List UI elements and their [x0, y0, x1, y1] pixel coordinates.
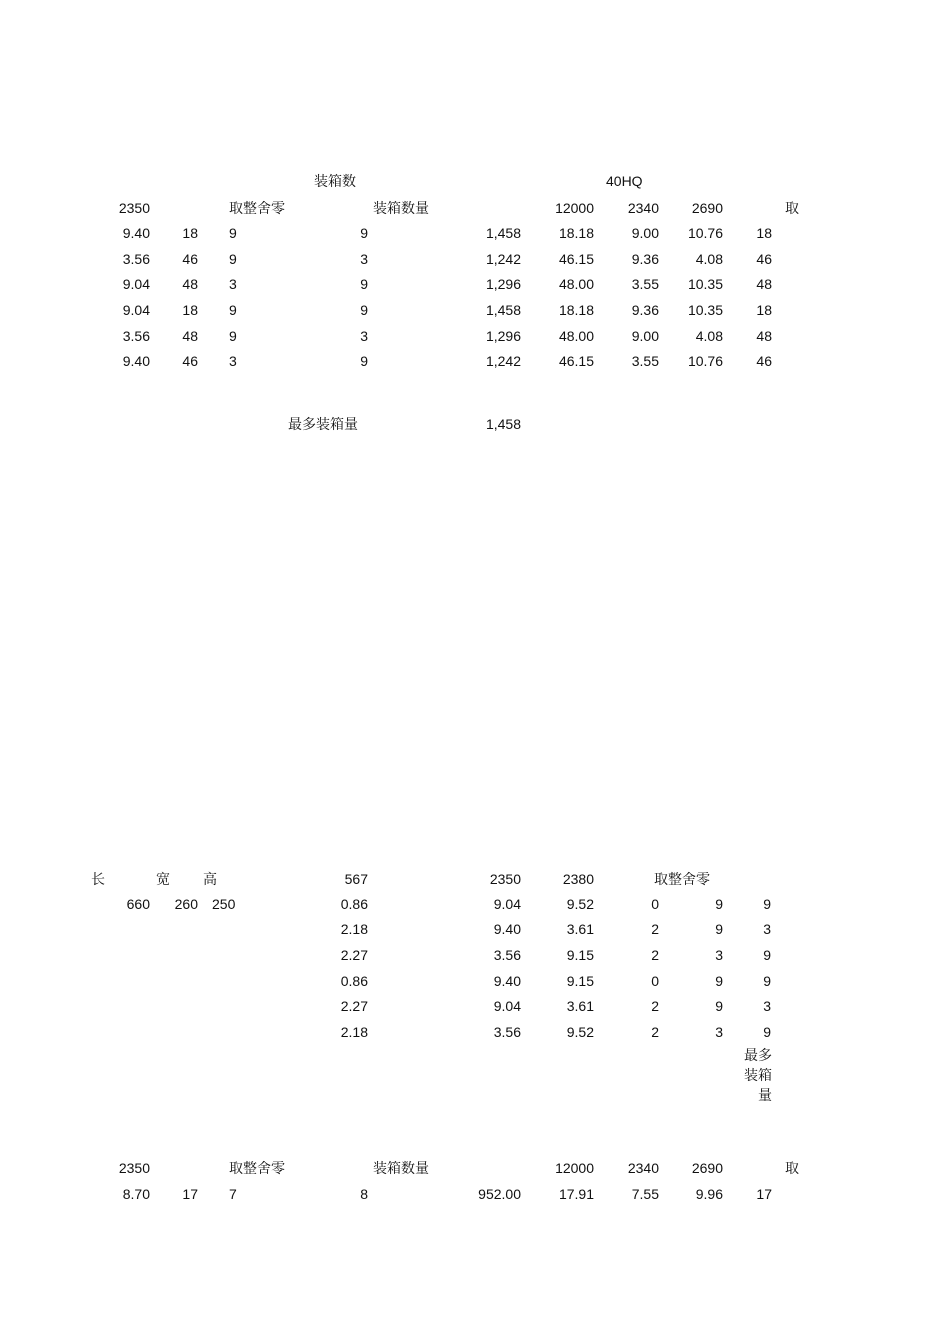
cell: 1,458 [485, 302, 521, 318]
header-2690: 2690 [691, 200, 723, 216]
cell: 9.15 [566, 947, 594, 963]
cell: 9.40 [122, 353, 150, 369]
cell: 4.08 [695, 328, 723, 344]
cell: 48 [756, 276, 772, 292]
cell: 9 [715, 896, 723, 912]
cell: 9.04 [493, 896, 521, 912]
cell: 46 [182, 353, 198, 369]
cell: 7 [229, 1186, 237, 1202]
cell: 2 [651, 947, 659, 963]
header-qty: 装箱数量 [373, 200, 429, 216]
cell: 9.15 [566, 973, 594, 989]
cell: 0.86 [340, 896, 368, 912]
header-length: 长 [91, 871, 105, 887]
cell: 9 [229, 328, 237, 344]
cell: 9 [715, 998, 723, 1014]
cell: 10.76 [687, 225, 723, 241]
cell: 9 [229, 302, 237, 318]
cell: 3 [763, 921, 771, 937]
cell: 46 [182, 251, 198, 267]
header-take: 取 [785, 1160, 799, 1176]
cell: 7.55 [631, 1186, 659, 1202]
header-2380: 2380 [562, 871, 594, 887]
title-container: 40HQ [606, 173, 643, 189]
cell: 8 [360, 1186, 368, 1202]
cell: 3 [360, 328, 368, 344]
cell: 2.18 [340, 921, 368, 937]
cell: 9 [360, 302, 368, 318]
header-567: 567 [344, 871, 368, 887]
header-2690: 2690 [691, 1160, 723, 1176]
cell: 0.86 [340, 973, 368, 989]
header-height: 高 [203, 871, 217, 887]
cell: 9.40 [122, 225, 150, 241]
cell: 18.18 [558, 302, 594, 318]
cell: 9 [360, 276, 368, 292]
cell: 17 [182, 1186, 198, 1202]
cell: 1,458 [485, 225, 521, 241]
cell: 2.27 [340, 998, 368, 1014]
header-round: 取整舍零 [229, 1160, 285, 1176]
cell: 9 [763, 1024, 771, 1040]
cell: 3 [229, 276, 237, 292]
max-label: 最多装箱量 [288, 416, 358, 432]
cell: 17 [756, 1186, 772, 1202]
cell: 3 [715, 1024, 723, 1040]
cell: 9.36 [631, 251, 659, 267]
cell: 48.00 [558, 276, 594, 292]
cell: 2 [651, 998, 659, 1014]
max-label-wrapped: 最多装箱量 [744, 1047, 772, 1103]
cell: 2.18 [340, 1024, 368, 1040]
cell: 9 [763, 896, 771, 912]
cell: 0 [651, 973, 659, 989]
header-2350: 2350 [118, 200, 150, 216]
cell: 48 [756, 328, 772, 344]
cell: 3 [715, 947, 723, 963]
cell: 1,296 [485, 328, 521, 344]
cell: 9 [763, 973, 771, 989]
cell: 1,242 [485, 251, 521, 267]
header-round: 取整舍零 [654, 871, 710, 887]
box-width: 260 [174, 896, 198, 912]
cell: 9.04 [122, 276, 150, 292]
cell: 3.56 [493, 1024, 521, 1040]
cell: 3.56 [122, 251, 150, 267]
cell: 9 [715, 921, 723, 937]
cell: 3 [360, 251, 368, 267]
cell: 3.56 [493, 947, 521, 963]
cell: 3 [763, 998, 771, 1014]
cell: 9 [360, 225, 368, 241]
cell: 9.04 [493, 998, 521, 1014]
cell: 2 [651, 1024, 659, 1040]
cell: 9.40 [493, 973, 521, 989]
header-qty: 装箱数量 [373, 1160, 429, 1176]
title-boxes: 装箱数 [314, 173, 356, 189]
cell: 18 [182, 225, 198, 241]
header-2350: 2350 [489, 871, 521, 887]
cell: 952.00 [478, 1186, 521, 1202]
cell: 3.55 [631, 276, 659, 292]
cell: 9 [763, 947, 771, 963]
header-take: 取 [785, 200, 799, 216]
box-length: 660 [126, 896, 150, 912]
cell: 9.40 [493, 921, 521, 937]
box-height: 250 [212, 896, 236, 912]
cell: 3 [229, 353, 237, 369]
cell: 3.61 [566, 998, 594, 1014]
cell: 8.70 [122, 1186, 150, 1202]
cell: 10.35 [687, 302, 723, 318]
cell: 3.56 [122, 328, 150, 344]
header-width: 宽 [156, 871, 170, 887]
cell: 4.08 [695, 251, 723, 267]
header-round: 取整舍零 [229, 200, 285, 216]
cell: 9.52 [566, 896, 594, 912]
cell: 18 [182, 302, 198, 318]
cell: 2.27 [340, 947, 368, 963]
cell: 9 [715, 973, 723, 989]
cell: 1,296 [485, 276, 521, 292]
cell: 9 [229, 225, 237, 241]
cell: 46 [756, 353, 772, 369]
cell: 3.55 [631, 353, 659, 369]
header-2350: 2350 [118, 1160, 150, 1176]
cell: 17.91 [558, 1186, 594, 1202]
cell: 18 [756, 302, 772, 318]
cell: 48 [182, 328, 198, 344]
cell: 3.61 [566, 921, 594, 937]
cell: 18 [756, 225, 772, 241]
cell: 9.36 [631, 302, 659, 318]
cell: 46.15 [558, 353, 594, 369]
header-2340: 2340 [627, 1160, 659, 1176]
cell: 46 [756, 251, 772, 267]
header-12000: 12000 [555, 200, 594, 216]
cell: 48.00 [558, 328, 594, 344]
cell: 10.76 [687, 353, 723, 369]
cell: 9.00 [631, 225, 659, 241]
cell: 2 [651, 921, 659, 937]
cell: 9.04 [122, 302, 150, 318]
header-2340: 2340 [627, 200, 659, 216]
cell: 0 [651, 896, 659, 912]
cell: 9.96 [695, 1186, 723, 1202]
cell: 9.52 [566, 1024, 594, 1040]
cell: 48 [182, 276, 198, 292]
cell: 1,242 [485, 353, 521, 369]
cell: 9.00 [631, 328, 659, 344]
max-value: 1,458 [485, 416, 521, 432]
cell: 9 [229, 251, 237, 267]
header-12000: 12000 [555, 1160, 594, 1176]
cell: 18.18 [558, 225, 594, 241]
cell: 10.35 [687, 276, 723, 292]
cell: 46.15 [558, 251, 594, 267]
cell: 9 [360, 353, 368, 369]
